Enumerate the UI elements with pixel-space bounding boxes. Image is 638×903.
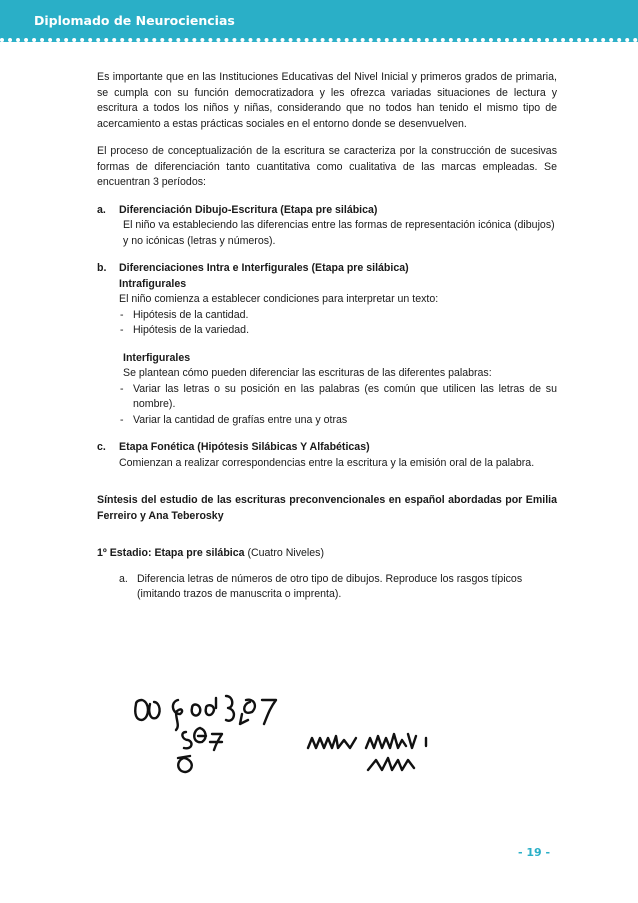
- stage1-item-a-letter: a.: [119, 572, 128, 585]
- section-c-text: Comienzan a realizar correspondencias entre la escritura y la emisión oral de la palabra.: [119, 456, 535, 469]
- list-item: - Variar la cantidad de grafías entre una y otras: [119, 413, 557, 429]
- stage1-item-a: [97, 572, 557, 603]
- stage1-title: 1º Estadio: Etapa pre silábica: [97, 547, 245, 559]
- section-a-title: Diferenciación Dibujo-Escritura (Etapa pre silábica): [119, 203, 378, 216]
- stage1-note: (Cuatro Niveles): [244, 547, 325, 559]
- stage1-item-a-text: Diferencia letras de números de otro tipo de dibujos. Reproduce los rasgos típicos (imitando trazos de manuscrita o imprenta).: [137, 572, 523, 600]
- intrafigurales-text: El niño comienza a establecer condiciones para interpretar un texto:: [119, 293, 439, 305]
- section-b-title: Diferenciaciones Intra e Interfigurales (Etapa pre silábica): [119, 262, 409, 274]
- section-c: [97, 440, 557, 471]
- section-b-letter: b.: [97, 262, 107, 274]
- section-c-letter: c.: [97, 441, 106, 453]
- page-content: [97, 70, 557, 603]
- header-banner: [0, 0, 638, 42]
- stage1-heading: [97, 546, 557, 562]
- header-title: Diplomado de Neurociencias: [34, 13, 235, 28]
- paragraph-intro: Es importante que en las Instituciones Educativas del Nivel Inicial y primeros grados de primaria, se cumpla con su función democratizadora y les ofrezca variadas situaciones de lectura y escritura a todos los niños y niñas, considerando que no todos han tenido el mismo tipo de acercamiento a estas prácticas sociales en el entorno donde se desenvuelven.: [97, 71, 557, 130]
- section-a-letter: a.: [97, 203, 106, 216]
- interfigurales-title: Interfigurales: [123, 351, 191, 364]
- handwriting-sample-image: [130, 690, 460, 785]
- list-item: - Variar las letras o su posición en las palabras (es común que utilicen las letras de su nombre).: [119, 382, 557, 413]
- section-a: [97, 203, 557, 250]
- section-b: [97, 261, 557, 428]
- page-number: - 19 -: [518, 846, 551, 859]
- paragraph-process: El proceso de conceptualización de la escritura se caracteriza por la construcción de sucesivas formas de diferenciación tanto cuantitativa como cualitativa de las marcas empleadas. Se encuentran 3 períodos:: [97, 145, 557, 188]
- section-c-title: Etapa Fonética (Hipótesis Silábicas Y Alfabéticas): [119, 441, 370, 453]
- list-item: - Hipótesis de la cantidad.: [119, 308, 557, 324]
- list-item: - Hipótesis de la variedad.: [119, 323, 557, 339]
- interfigurales-text: Se plantean cómo pueden diferenciar las escrituras de las diferentes palabras:: [123, 367, 492, 379]
- section-a-text: El niño va estableciendo las diferencias entre las formas de representación icónica (dibujos) y no icónicas (letras y números).: [123, 219, 555, 247]
- synthesis-heading: Síntesis del estudio de las escrituras preconvencionales en español abordadas por Emilia Ferreiro y Ana Teberosky: [97, 494, 557, 522]
- intrafigurales-title: Intrafigurales: [119, 277, 187, 290]
